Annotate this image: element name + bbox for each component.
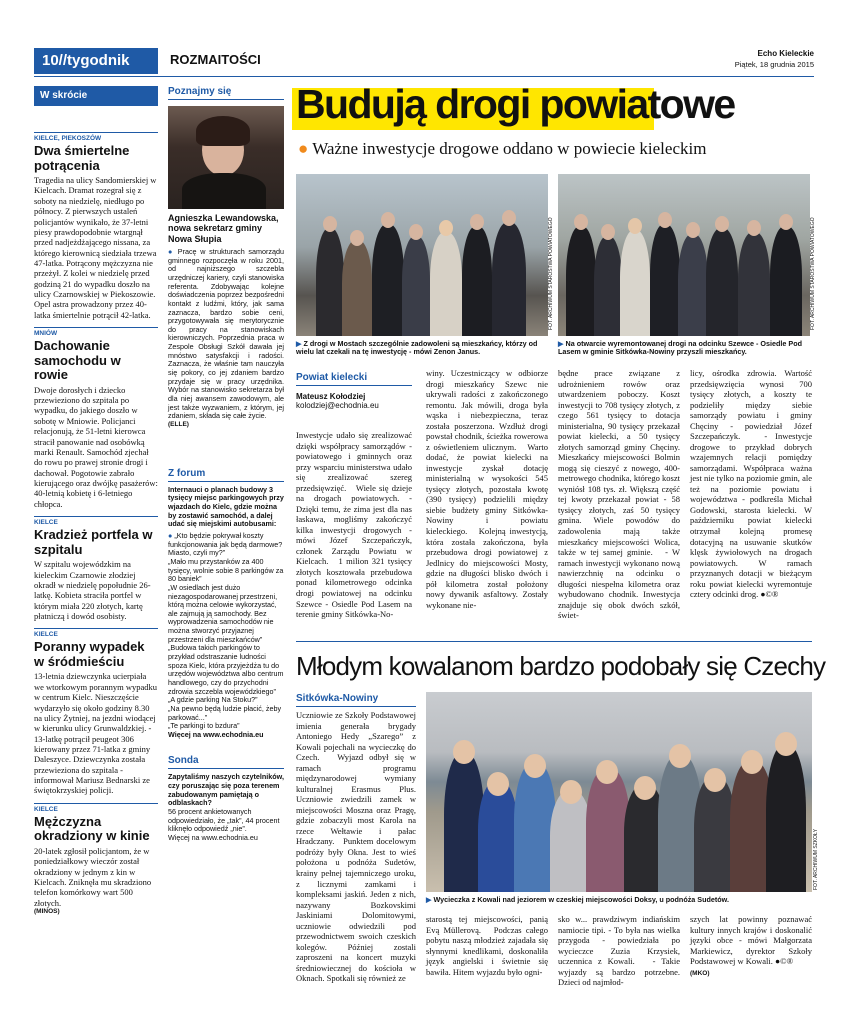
brief-kicker: MNIÓW (34, 327, 158, 337)
page-number-tag: 10//tygodnik (34, 48, 158, 74)
profile-photo (168, 106, 284, 209)
article-column-4: licy, ośrodka zdrowia. Wartość przedsięwzięcia wynosi 700 tysięcy złotych, a koszty te podzieliły między siebie samorządy powiatu i gminy Chęciny - powiedział Józef Szczepańczyk. - Inwestycje drogowe to przykład dobrych wzajemnych relacji pomiędzy samorządami. Współpraca ważna jest nie tylko na poziomie gmin, ale też na poziomie powiatu i województwa - podkreśla Michał Godowski, starosta kielecki. W październiku powiat kielecki otrzymał kolejną promesę dotacyjną na usuwanie skutków klęsk żywiołowych na drogach powiatowych. W ramach przyznanych dotacji w bieżącym roku powiat kielecki wyremontuje cztery odcinki drog. ●©® (690, 368, 812, 600)
brief-item (34, 132, 158, 320)
forum-link[interactable]: Więcej na www.echodnia.eu (168, 729, 264, 739)
forum-section-title: Z forum (168, 468, 284, 482)
brief-item (34, 516, 158, 621)
article-divider (296, 641, 812, 642)
brief-kicker: KIELCE (34, 628, 158, 638)
article-section: Powiat kielecki (296, 372, 412, 386)
photo-caption: ▶ Na otwarcie wyremontowanej drogi na odcinku Szewce - Osiedle Pod Lasem w gminie Sitkówka-Nowiny przyszli mieszkańcy. (558, 339, 802, 357)
triangle-icon: ▶ (558, 339, 564, 348)
forum-quote: ● „Kto będzie pokrywał koszty funkcjonowania jak będą darmowe? Miasto, czyli my?” (168, 531, 283, 558)
brief-headline[interactable]: Dachowanie samochodu w rowie (34, 338, 121, 383)
forum-quote: „W osiedlach jest dużo niezagospodarowanej przestrzeni, którą można celowie wykorzystać, ale zajmują ją samochody. Bez wyprowadzenia samochodów nie można stworzyć przyjaznej przestrzeni dla mieszkańców” (168, 582, 278, 644)
profile-text: ● Pracę w strukturach samorządu gminnego rozpoczęła w roku 2001, od najniższego szczebla urzędniczej kariery, czyli stanowiska referenta. Zdobywając kolejne doświadczenia poprzez bezpośredni kontakt z ludźmi, który, jak sama zaznacza, bardzo sobie ceni, przygotowywała się merytorycznie do pracy na stanowiskach kierowniczych. Poprzednia praca w Zespole Obsługi Szkół dawała jej mnóstwo satysfakcji i radości. Zaznacza, że właśnie tam nauczyła się pokory, co jej zdaniem bardzo przydaje się w pracy urzędnika. Wybór na stanowisko sekretarza był dla niej awansem zawodowym, ale jest także wyzwaniem, z którym, jej zdaniem, składa się całe życie. (168, 247, 284, 421)
photo-credit: FOT. ARCHIWUM STAROSTWA POWIATOWEGO (810, 217, 816, 330)
article-2-title: Młodym kowalanom bardzo podobały się Czechy (296, 651, 826, 681)
forum-lead: Internauci o planach budowy 3 tysięcy miejsc parkingowych przy wjazdach do Kielc, gdzie można by zostawić samochód, a dalej udać się miejskimi autobusami: (168, 484, 284, 529)
bullet-icon: ● (168, 247, 175, 257)
profile-signature: (ELLE) (168, 420, 189, 428)
article-2-column-2: starostą tej miejscowości, panią Evą Müllerovą. Podczas całego pobytu naszą młodzież zajadała się słynnymi knedlikami, doskonaliła język angielski i świetnie się bawiła. Hitem wyjazdu było ogni- (426, 914, 548, 977)
article-column-1: Inwestycje udało się zrealizować dzięki współpracy samorządów - powiatowego i gminnych oraz przy wsparciu ministerstwa udało się zrealizować szereg przedsięwzięć. Wiele się dzieje na drogach powiatowych. - Dzięki temu, że zima jest dla nas łaskawa, mogliśmy zakończyć kilka inwestycji drogowych - mówi Józef Szczepańczyk, członek Zarządu Powiatu w Kielcach. 1 milion 321 tysięcy złotych kosztowała przebudowa ponad kilometrowego odcinka drogi powiatowej na odcinku Szewce - Osiedle Pod Lasem na terenie gminy Sitkówka-No- (296, 430, 412, 620)
profile-name: Agnieszka Lewandowska, nowa sekretarz gminy Nowa Słupia (168, 213, 279, 244)
forum-quote: „Te parkingi to bzdura” (168, 721, 240, 731)
brief-kicker: KIELCE, PIEKOSZÓW (34, 132, 158, 142)
photo-credit: FOT. ARCHIWUM STAROSTWA POWIATOWEGO (548, 217, 554, 330)
poll-result: 56 procent ankietowanych odpowiedziało, że „tak”, 44 procent kliknęło odpowiedź „nie”. (168, 806, 280, 834)
brief-headline[interactable]: Kradzież portfela w szpitalu (34, 527, 153, 557)
brief-headline[interactable]: Dwa śmiertelne potrącenia (34, 143, 130, 173)
brief-text: W szpitalu wojewódzkim na kieleckim Czarnowie złodziej okradł w niedzielę popołudnie 26-latkę. Kobieta straciła portfel w którym miała 220 złotych, kartę płatniczą i dowód osobisty. (34, 559, 151, 621)
article-2-column-4: szych lat powinny poznawać kultury innych krajów i doskonalić języki obce - mówi Małgorzata Markiewicz, dyrektor Szkoły Podstawowej w Kowali. ●©® (MKO) (690, 914, 812, 977)
middle-column (168, 86, 284, 843)
profile-section-title: Poznajmy się (168, 86, 284, 100)
triangle-icon: ▶ (296, 339, 302, 348)
paper-date: Piątek, 18 grudnia 2015 (734, 60, 814, 69)
author-name: Mateusz Kołodziej (296, 392, 366, 401)
article-2-section: Sitkówka-Nowiny (296, 693, 416, 707)
photo-caption: ▶ Z drogi w Mostach szczególnie zadowoleni są mieszkańcy, którzy od wielu lat czekali na tę inwestycję - mówi Zenon Janus. (296, 339, 538, 357)
article-2-signature: (MKO) (690, 969, 710, 977)
paper-name: Echo Kieleckie (757, 49, 814, 58)
brief-text: 13-letnia dziewczynka ucierpiała we wtorkowym porannym wypadku w centrum Kielc. Nieszczęście wydarzyło się około godziny 8.30 na ulicy Żytniej, na jezdni wiodącej w kierunku ulicy Grunwaldzkiej. - 13-latkę potrącił peugeot 306 kierowany przez 71-latka z gminy Daleszyce. Dziewczynka została przewieziona do szpitala - informował Mariusz Bednarski ze świętokrzyskiej policji. (34, 671, 157, 796)
forum-quote: „A gdzie parking Na Stoku?” (168, 695, 258, 705)
sidebar-title: W skrócie (34, 86, 158, 106)
bullet-icon: ● (298, 139, 309, 158)
poll-section-title: Sonda (168, 755, 284, 769)
photo-caption: ▶ Wycieczka z Kowali nad jeziorem w czeskiej miejscowości Doksy, u podnóża Sudetów. (426, 895, 729, 904)
article-column-3: będne prace związane z udrożnieniem rowów oraz utwardzeniem poboczy. Koszt inwestycji to 708 tysięcy złotych, z czego 561 tysięcy to dotacja ministerialna, 90 tysięcy przekazał powiat kielecki, a 50 tysięcy złotych samorząd gminy Chęciny. Mieszkańcy miejscowości Bolmin mogą się cieszyć z nowego, 400-metrowego chodnika, którego koszt wyniósł 108 tys. zł. Większą część tej kwoty przekazał powiat - 58 tysięcy złotych, zaś 50 tysięcy gmina. Wiele powodów do zadowolenia mają także mieszkańcy miejscowości Wolica, także w tej samej gminie. - W ramach inwestycji wykonano nową nawierzchnię na odcinku o długości niespełna kilometra oraz wybudowano chodnik. Inwestycja znajduje się obok dwóch szkół, świet- (558, 368, 680, 621)
brief-item (34, 327, 158, 509)
brief-item (34, 803, 158, 915)
article-title: Budują drogi powiatowe (296, 81, 735, 127)
article-2-column-3: sko w... prawdziwym indiańskim namiocie tipi. - To była nas wielka przygoda - powiedziała po wycieczce Zuzia Krzysiek, uczennica z Kowali. - Takie wyjazdy są bardzo potrzebne. Dzieci od najmłod- (558, 914, 680, 988)
brief-headline[interactable]: Poranny wypadek w śródmieściu (34, 639, 145, 669)
brief-kicker: KIELCE (34, 803, 158, 813)
photo-credit: FOT. ARCHIWUM SZKOŁY (813, 828, 819, 890)
article-photo-1 (296, 174, 548, 336)
triangle-icon: ▶ (426, 895, 432, 904)
article-byline-block (296, 372, 412, 410)
brief-text: Dwoje dorosłych i dziecko przewieziono do szpitala po wypadku, do jakiego doszło w sobotę w Mniowie. Policjanci relacjonują, że 51-letni kierowca stracił panowanie nad osobówką marki Renault. Samochód zjechał do rowu po prawej stronie drogi i dachował. Pogotowie zabrało kierującego oraz dwójkę pasażerów: 40-letnią kobietę i 6-letniego chłopca. (34, 384, 158, 509)
author-email[interactable]: kolodziej@echodnia.eu (296, 401, 379, 410)
header-rule (34, 76, 814, 77)
poll-question: Zapytaliśmy naszych czytelników, czy poruszając się poza terenem zabudowanym pamiętają o odblaskach? (168, 772, 284, 808)
article-photo-2 (558, 174, 810, 336)
section-label: ROZMAITOŚCI (170, 52, 261, 67)
end-mark: ●©® (760, 589, 779, 600)
article-subtitle: ● Ważne inwestycje drogowe oddano w powiecie kieleckim (298, 139, 707, 158)
poll-link[interactable]: Więcej na www.echodnia.eu (168, 832, 258, 842)
brief-kicker: KIELCE (34, 516, 158, 526)
news-briefs-sidebar (34, 86, 158, 915)
article-2-column-1: Uczniowie ze Szkoły Podstawowej imienia generała brygady Antoniego Hedy „Szarego” z Kowali pojechali na wycieczkę do Czech. Wyjazd odbył się w ramach programu międzynarodowej wymiany kulturalnej Erasmus Plus. Uczniowie zwiedzili zamek w miejscowości Moszna oraz Pragę, gdzie zobaczyli most Karola na rzece Wełtawie i pałac Hradczany. Punktem docelowym podróży były Okna. Jest to wieś położona u podnóża Sudetów, krainy pełnej tajemniczego uroku, z licznymi zamkami i kompleksami jaskiń. Jeden z nich, nazywany Bozkovskimi Jaskiniami Dolomitowymi, uczniowie odwiedzili pod przewodnictwem swoich czeskich kolegów. Później zostali zaproszeni na koncert muzyki średniowiecznej do kościoła w Oknach. Spotkali się również ze (296, 710, 416, 984)
article-2-photo (426, 692, 812, 892)
forum-quote: „Budowa takich parkingów to przykład odstraszanie ludności spoza Kielc, która przyjeżdża tu do urzędów województwa albo centrum handlowego, czy do przychodni zdrowia szczebla wojewódzkiego” (168, 643, 284, 696)
bullet-icon: ● (168, 531, 173, 541)
brief-text: Tragedia na ulicy Sandomierskiej w Kielcach. Dramat rozegrał się z soboty na niedzielę, niedługo po północy. Z pierwszych ustaleń policjantów wynikało, że 37-letni piesy prawdopodobnie wtargnął przed nadjeżdżającego nissana, za którego kierownicą siedziała trzewa 47-latka. Potrącony mężczyzna nie przeżył. Z kolei w niedzielę przed godziną 21 do wypadku doszło na ulicy Czarnowskiej w Piekoszowie. Opel astra prowadzony przez 40-latka śmiertelnie potrącił 42-latka. (34, 175, 157, 320)
brief-signature: (MINOS) (34, 907, 60, 915)
brief-text: 20-latek zgłosił policjantom, że w poniedziałkowy wieczór został okradziony w jednym z kin w Kielcach. Zniknęła mu skradziono telefon komórkowy wart 500 złotych. (34, 845, 152, 908)
article-column-2: winy. Uczestniczący w odbiorze drogi mieszkańcy Szewc nie ukrywali radości z zakończonego remontu. Jak mówili, droga była wąska i niebezpieczna, teraz została poszerzona. Wzdłuż drogi powstał chodnik, ścieżka rowerowa z oświetleniem ulicznym. Warto dodać, że powiat kielecki na inwestycje zyskał dotację ministerialną w wysokości 545 tysięcy złotych, pozostała kwotę (390 tysięcy) podzielili między siebie budżety gminy Sitkówka-Nowiny i powiatu kieleckiego. Kolejną inwestycją, która została zakończona, była przebudowa drogi powiatowej z Jedlnicy do miejscowości Mosty, gdzie na długości blisko dwóch i pół kilometra został położony nowy dywanik asfaltowy. Zostały wykonane nie- (426, 368, 548, 610)
forum-quote: „Na pewno będą ludzie płacić, żeby parkować...” (168, 703, 282, 722)
brief-headline[interactable]: Mężczyzna okradziony w kinie (34, 813, 150, 844)
forum-quote: „Mało mu przystanków za 400 tysięcy, wolnie sobie 8 parkingów za 80 baniek” (168, 556, 284, 584)
article-2-left (296, 693, 416, 984)
brief-item (34, 628, 158, 795)
end-mark: ●©® (775, 956, 794, 967)
